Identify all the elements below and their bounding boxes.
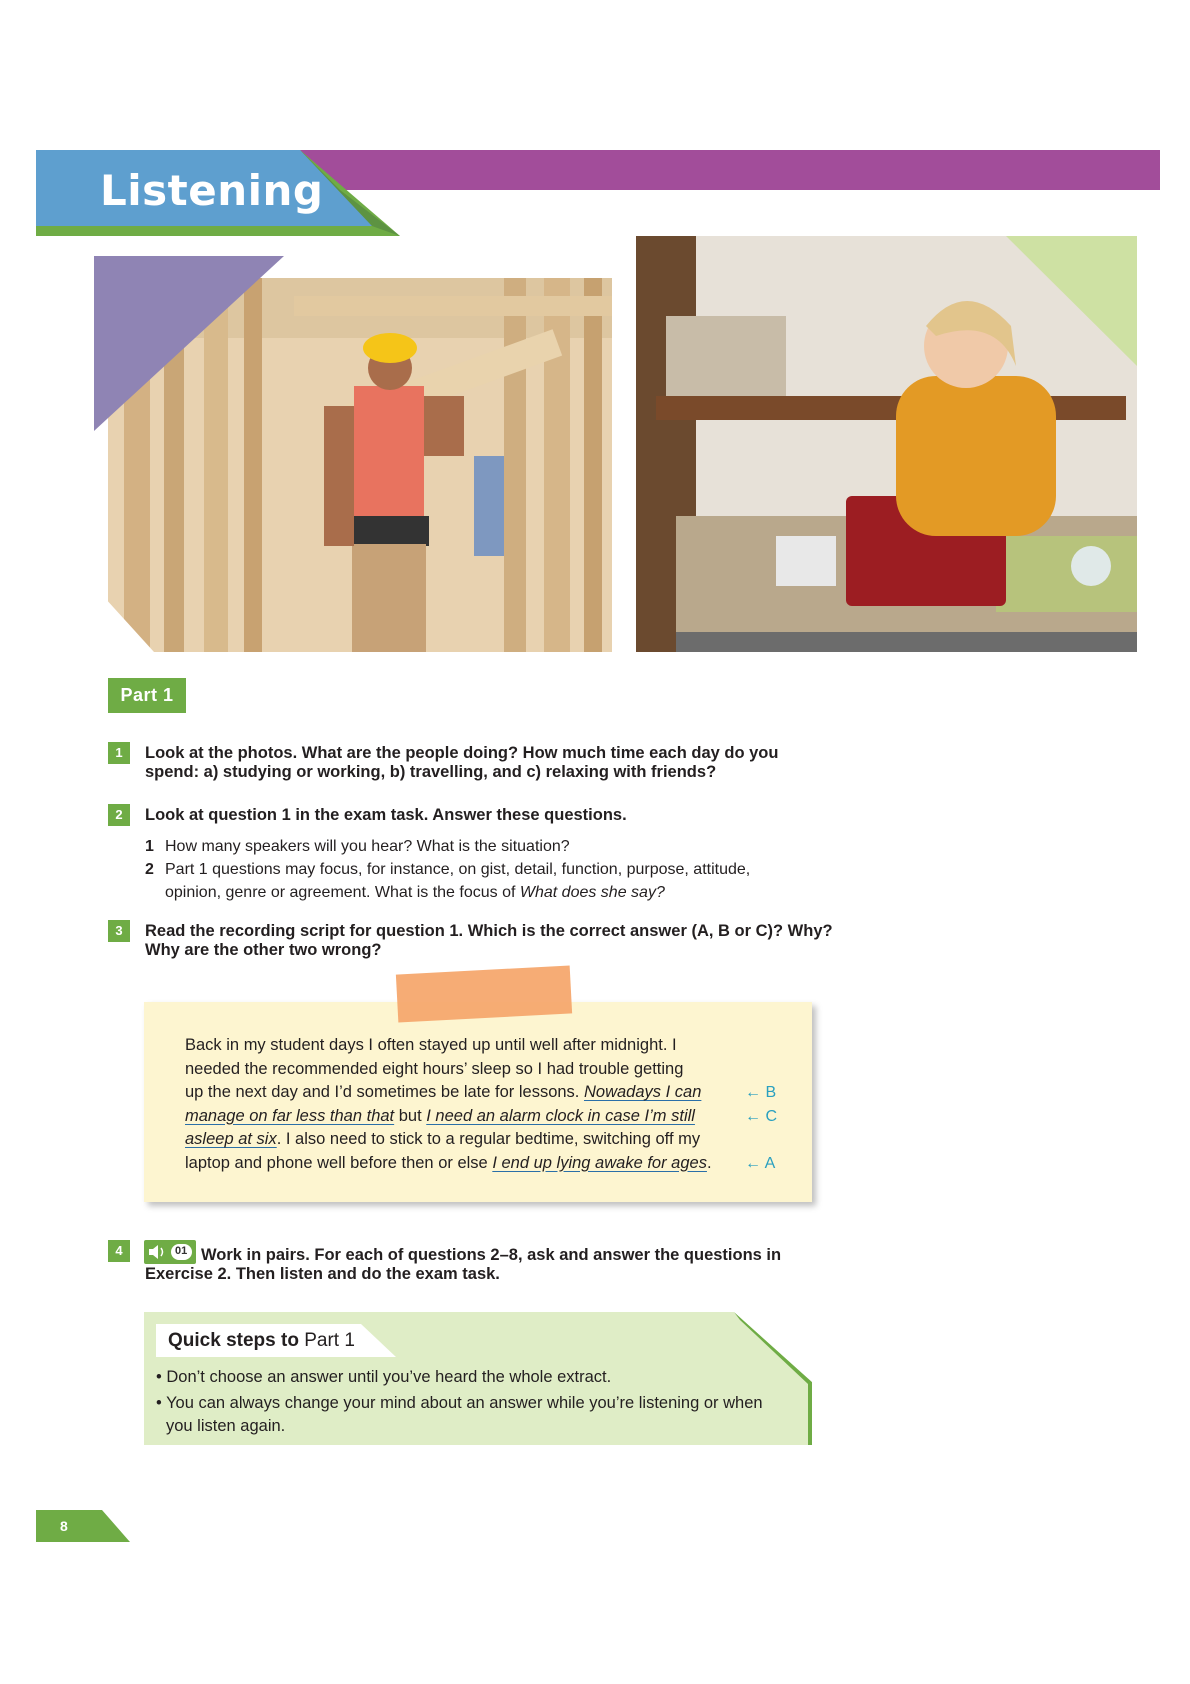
part-label: Part 1 — [108, 678, 186, 713]
quick-step-item-2-cont: you listen again. — [166, 1417, 286, 1435]
script-line-3 — [185, 1081, 725, 1105]
page-number: 8 — [60, 1518, 68, 1534]
script-line-5 — [185, 1128, 725, 1152]
exercise-number-3: 3 — [108, 920, 130, 942]
quick-steps-title-bold: Quick steps to — [168, 1330, 299, 1351]
exercise-4-line-2: Exercise 2. Then listen and do the exam task. — [145, 1265, 500, 1283]
script-line-6a: laptop and phone well before then or else — [185, 1153, 493, 1172]
script-highlight-b: Nowadays I can — [583, 1083, 702, 1101]
subquestion-1-text: How many speakers will you hear? What is the situation? — [165, 838, 570, 855]
subquestion-2-text-c: What does she say? — [519, 884, 665, 901]
exercise-4-line-1: Work in pairs. For each of questions 2–8, ask and answer the questions in — [201, 1246, 782, 1264]
page-title: Listening — [100, 166, 324, 215]
subquestion-1 — [145, 835, 805, 858]
subquestion-2-number: 2 — [145, 861, 154, 878]
script-line-1: Back in my student days I often stayed up until well after midnight. I — [185, 1036, 677, 1054]
answer-mark-b: ← B — [745, 1084, 777, 1101]
script-line-3a: up the next day and I’d sometimes be late for lessons. — [185, 1083, 584, 1101]
exercise-1-line-2: spend: a) studying or working, b) travelling, and c) relaxing with friends? — [145, 763, 717, 781]
exercise-3-line-2: Why are the other two wrong? — [145, 941, 382, 959]
exercise-3-line-1: Read the recording script for question 1. Which is the correct answer (A, B or C)? Why? — [145, 922, 833, 940]
quick-step-item-1: • Don’t choose an answer until you’ve heard the whole extract. — [156, 1368, 612, 1386]
page-number-tab — [36, 1510, 130, 1542]
script-highlight-c-cont: asleep at six — [185, 1130, 277, 1148]
script-line-2: needed the recommended eight hours’ sleep so I had trouble getting — [185, 1059, 684, 1078]
exercise-2-text: Look at question 1 in the exam task. Answer these questions. — [145, 806, 627, 824]
script-line-4 — [185, 1105, 725, 1129]
script-line-6c: . — [706, 1153, 712, 1172]
exercise-1-line-1: Look at the photos. What are the people doing? How much time each day do you — [145, 744, 779, 762]
header-banner — [0, 0, 1190, 260]
script-highlight-c: I need an alarm clock in case I’m still — [426, 1106, 695, 1125]
subquestion-1-number: 1 — [145, 838, 154, 855]
subquestion-2-text-a: Part 1 questions may focus, for instance, on gist, detail, function, purpose, attitude, — [165, 861, 751, 878]
script-highlight-b-cont: manage on far less than that — [185, 1106, 395, 1125]
exercise-number-1: 1 — [108, 742, 130, 764]
construction-photo — [94, 256, 612, 652]
exercise-1-text — [145, 744, 778, 782]
script-line-4b: but — [394, 1106, 427, 1125]
audio-track-number: 01 — [175, 1245, 188, 1257]
exercise-3-text — [145, 922, 833, 960]
exercise-number-4: 4 — [108, 1240, 130, 1262]
script-highlight-a: I end up lying awake for ages — [492, 1153, 707, 1172]
subquestion-2 — [145, 858, 805, 881]
desk-photo — [636, 236, 1137, 652]
tape-decoration — [396, 965, 572, 1022]
quick-steps-title — [168, 1330, 355, 1352]
quick-step-item-2: • You can always change your mind about an answer while you’re listening or when — [156, 1394, 763, 1412]
exercise-2-subquestions — [145, 835, 805, 904]
exercise-4-text — [145, 1246, 781, 1284]
subquestion-2-cont — [145, 881, 805, 904]
quick-steps-title-part: Part 1 — [298, 1330, 355, 1351]
exercise-number-2: 2 — [108, 804, 130, 826]
recording-script-text — [185, 1034, 725, 1175]
answer-mark-c: ← C — [745, 1108, 777, 1125]
subquestion-2-text-b: opinion, genre or agreement. What is the focus of — [165, 884, 520, 901]
quick-steps-corner — [734, 1312, 812, 1445]
script-line-5b: . I also need to stick to a regular bedtime, switching off my — [276, 1130, 701, 1148]
answer-mark-a: ← A — [745, 1155, 776, 1172]
script-line-6 — [185, 1152, 725, 1176]
